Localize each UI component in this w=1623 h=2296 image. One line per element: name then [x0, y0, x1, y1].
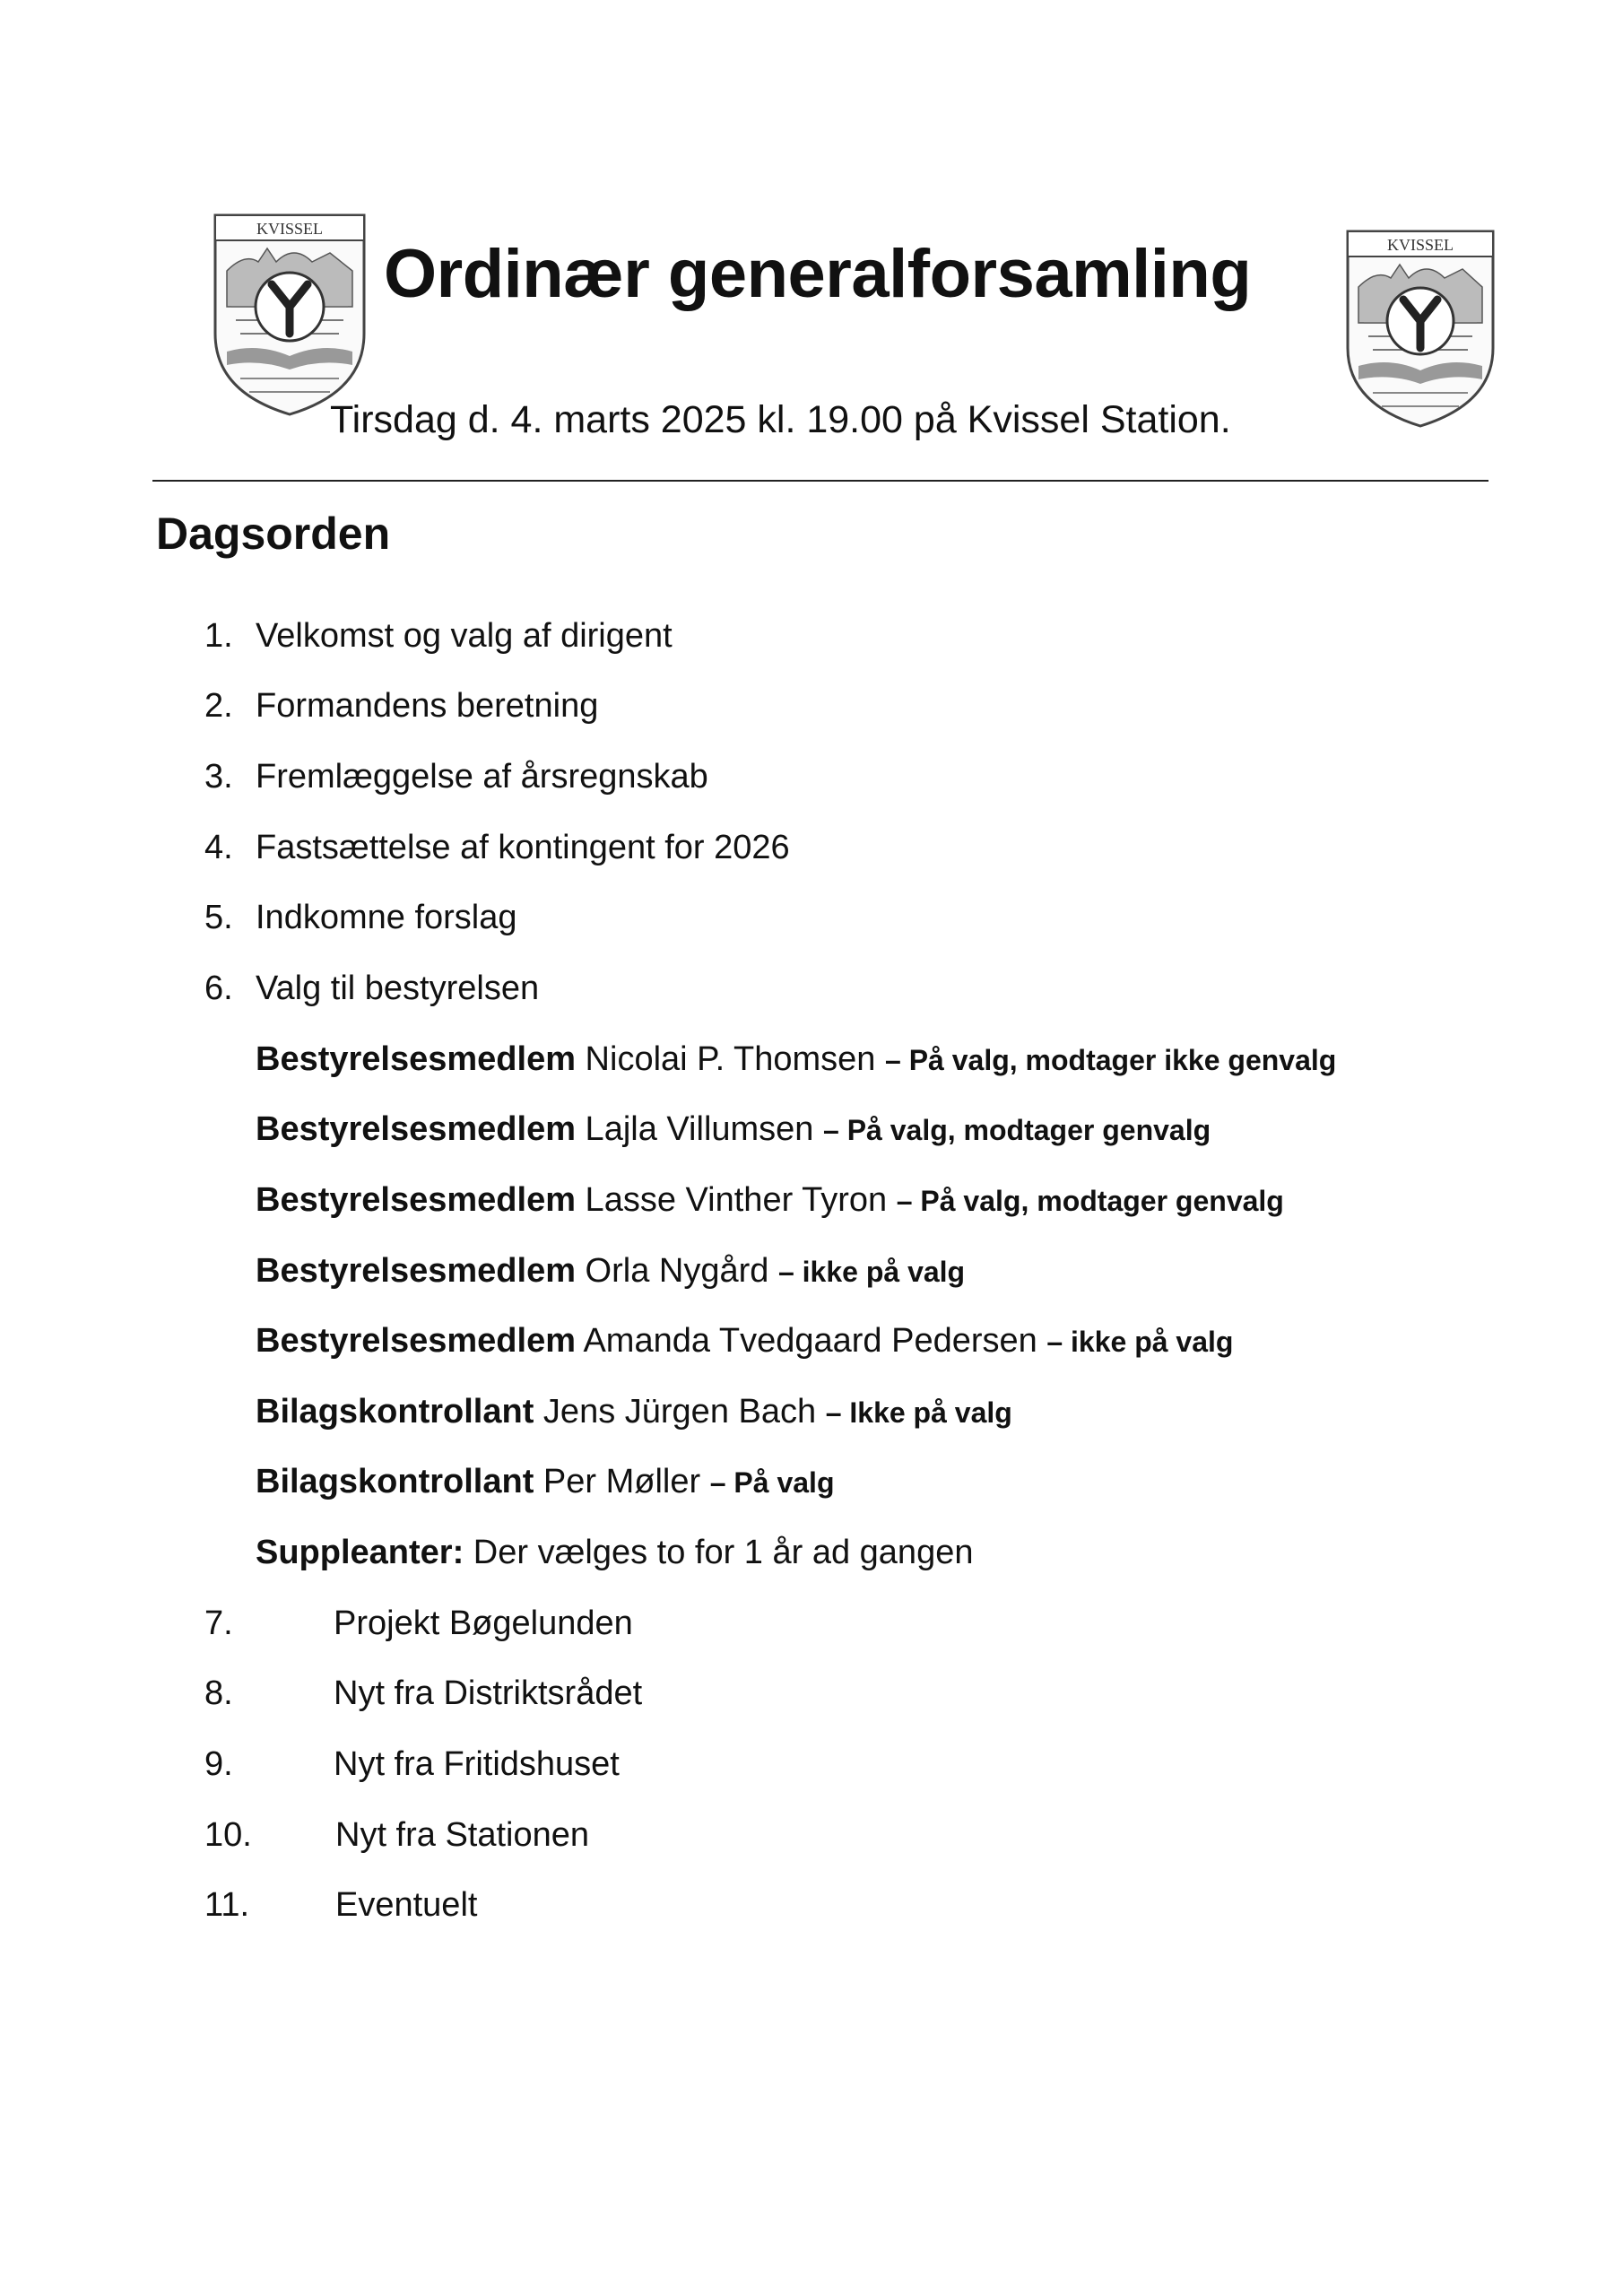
agenda-item-label: Fastsættelse af kontingent for 2026: [256, 829, 790, 866]
agenda-item-number: 7.: [204, 1605, 233, 1642]
crest-text: KVISSEL: [256, 220, 324, 238]
board-status: ikke på valg: [1063, 1326, 1234, 1358]
agenda-item-label: Nyt fra Distriktsrådet: [334, 1674, 643, 1712]
board-name: Amanda Tvedgaard Pedersen: [576, 1322, 1047, 1360]
board-dash: –: [823, 1114, 839, 1146]
agenda-item-label: Valg til bestyrelsen: [256, 970, 540, 1007]
agenda-item-number: 1.: [204, 617, 233, 655]
board-role: Bestyrelsesmedlem: [256, 1181, 576, 1219]
board-status: ikke på valg: [794, 1256, 966, 1288]
agenda-item-label: Projekt Bøgelunden: [334, 1605, 633, 1642]
agenda-item-number: 3.: [204, 758, 233, 796]
board-name: Der vælges to for 1 år ad gangen: [464, 1534, 974, 1571]
board-dash: –: [709, 1466, 726, 1499]
agenda-item-number: 9.: [204, 1745, 233, 1783]
board-name: Jens Jürgen Bach: [534, 1393, 826, 1431]
substitutes-line: [256, 1534, 973, 1572]
board-status: På valg, modtager genvalg: [912, 1185, 1284, 1217]
board-member-line: [256, 1040, 1336, 1079]
board-member-line: [256, 1110, 1211, 1149]
agenda-item-label: Formandens beretning: [256, 687, 599, 725]
board-role: Bilagskontrollant: [256, 1393, 534, 1431]
agenda-item-number: 6.: [204, 970, 233, 1007]
board-dash: –: [885, 1044, 901, 1076]
section-title: Dagsorden: [156, 509, 391, 559]
crest-text: KVISSEL: [1386, 236, 1454, 254]
agenda-item-number: 4.: [204, 829, 233, 866]
board-dash: –: [896, 1185, 913, 1217]
agenda-item-number: 11.: [204, 1886, 250, 1924]
agenda-item-label: Indkomne forslag: [256, 899, 517, 936]
agenda-item-number: 10.: [204, 1816, 252, 1854]
board-name: Nicolai P. Thomsen: [576, 1040, 885, 1078]
board-member-line: [256, 1393, 1012, 1431]
board-status: Ikke på valg: [841, 1396, 1012, 1429]
board-role: Bilagskontrollant: [256, 1463, 534, 1500]
page-title: Ordinær generalforsamling: [384, 236, 1252, 312]
agenda-item-label: Fremlæggelse af årsregnskab: [256, 758, 708, 796]
board-dash: –: [1046, 1326, 1063, 1358]
agenda-item-number: 5.: [204, 899, 233, 936]
meeting-date-location: Tirsdag d. 4. marts 2025 kl. 19.00 på Kvissel Station.: [330, 398, 1231, 441]
board-role: Suppleanter:: [256, 1534, 464, 1571]
board-member-line: [256, 1252, 965, 1291]
agenda-item-number: 8.: [204, 1674, 233, 1712]
board-status: På valg, modtager genvalg: [838, 1114, 1211, 1146]
board-member-line: [256, 1322, 1233, 1361]
agenda-item-number: 2.: [204, 687, 233, 725]
board-status: På valg, modtager ikke genvalg: [900, 1044, 1337, 1076]
board-member-line: [256, 1181, 1284, 1220]
board-dash: –: [777, 1256, 794, 1288]
agenda-item-label: Eventuelt: [335, 1886, 478, 1924]
board-name: Orla Nygård: [576, 1252, 778, 1290]
board-member-line: [256, 1463, 834, 1501]
board-name: Lajla Villumsen: [576, 1110, 824, 1148]
board-dash: –: [825, 1396, 842, 1429]
board-role: Bestyrelsesmedlem: [256, 1252, 576, 1290]
agenda-item-label: Nyt fra Stationen: [335, 1816, 590, 1854]
agenda-item-label: Nyt fra Fritidshuset: [334, 1745, 620, 1783]
board-status: På valg: [725, 1466, 835, 1499]
board-role: Bestyrelsesmedlem: [256, 1322, 576, 1360]
agenda-item-label: Velkomst og valg af dirigent: [256, 617, 673, 655]
board-name: Lasse Vinther Tyron: [576, 1181, 897, 1219]
board-name: Per Møller: [534, 1463, 710, 1500]
board-role: Bestyrelsesmedlem: [256, 1110, 576, 1148]
board-role: Bestyrelsesmedlem: [256, 1040, 576, 1078]
